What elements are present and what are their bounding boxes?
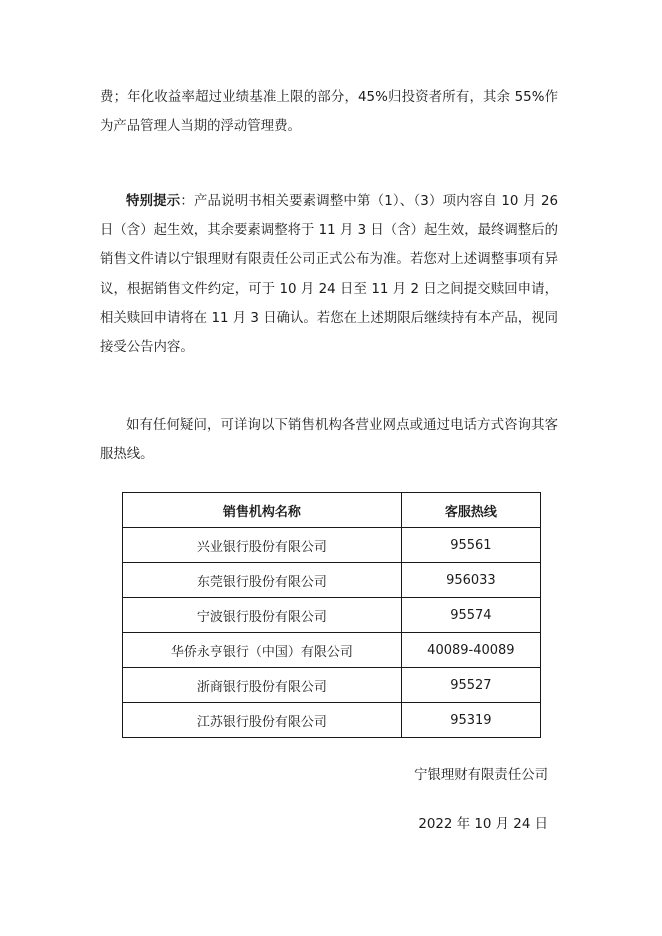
table-row xyxy=(123,668,541,703)
signature-organization: 宁银理财有限责任公司 xyxy=(414,768,548,783)
institution-name-cell: 兴业银行股份有限公司 xyxy=(123,528,402,563)
notice-label: 特别提示 xyxy=(126,194,181,209)
hotline-cell: 95527 xyxy=(401,668,540,703)
table-row xyxy=(123,528,541,563)
header-hotline: 客服热线 xyxy=(401,493,540,528)
sales-institution-table xyxy=(122,492,541,738)
paragraph-special-notice xyxy=(100,187,558,362)
hotline-cell: 95561 xyxy=(401,528,540,563)
institution-name-cell: 江苏银行股份有限公司 xyxy=(123,703,402,738)
institution-name-cell: 宁波银行股份有限公司 xyxy=(123,598,402,633)
institution-name-cell: 华侨永亨银行（中国）有限公司 xyxy=(123,633,402,668)
signature-date: 2022 年 10 月 24 日 xyxy=(418,817,548,832)
hotline-cell: 956033 xyxy=(401,563,540,598)
table-row xyxy=(123,703,541,738)
paragraph-inquiry: 如有任何疑问，可详询以下销售机构各营业网点或通过电话方式咨询其客服热线。 xyxy=(100,418,558,463)
header-institution-name: 销售机构名称 xyxy=(123,493,402,528)
notice-text: ：产品说明书相关要素调整中第（1）、（3）项内容自 10 月 26 日（含）起生效，其余要素调整将于 11 月 3 日（含）起生效，最终调整后的销售文件请以宁银理财有限责任公司正式公布为准。若您对上述调整事项有异议，根据销售文件约定，可于 10 月 24 日至 11 月 2 日之间提交赎回申请，相关赎回申请将在 11 月 3 日确认。若您在上述期限后继续持有本产品，视同接受公告内容。 xyxy=(100,194,558,356)
table-row xyxy=(123,598,541,633)
table-header-row xyxy=(123,493,541,528)
hotline-cell: 40089-40089 xyxy=(401,633,540,668)
table-row xyxy=(123,563,541,598)
hotline-cell: 95574 xyxy=(401,598,540,633)
institution-name-cell: 东莞银行股份有限公司 xyxy=(123,563,402,598)
institution-name-cell: 浙商银行股份有限公司 xyxy=(123,668,402,703)
paragraph-fee-sharing: 费；年化收益率超过业绩基准上限的部分，45%归投资者所有，其余 55%作为产品管理人当期的浮动管理费。 xyxy=(100,90,558,135)
hotline-cell: 95319 xyxy=(401,703,540,738)
table-row xyxy=(123,633,541,668)
